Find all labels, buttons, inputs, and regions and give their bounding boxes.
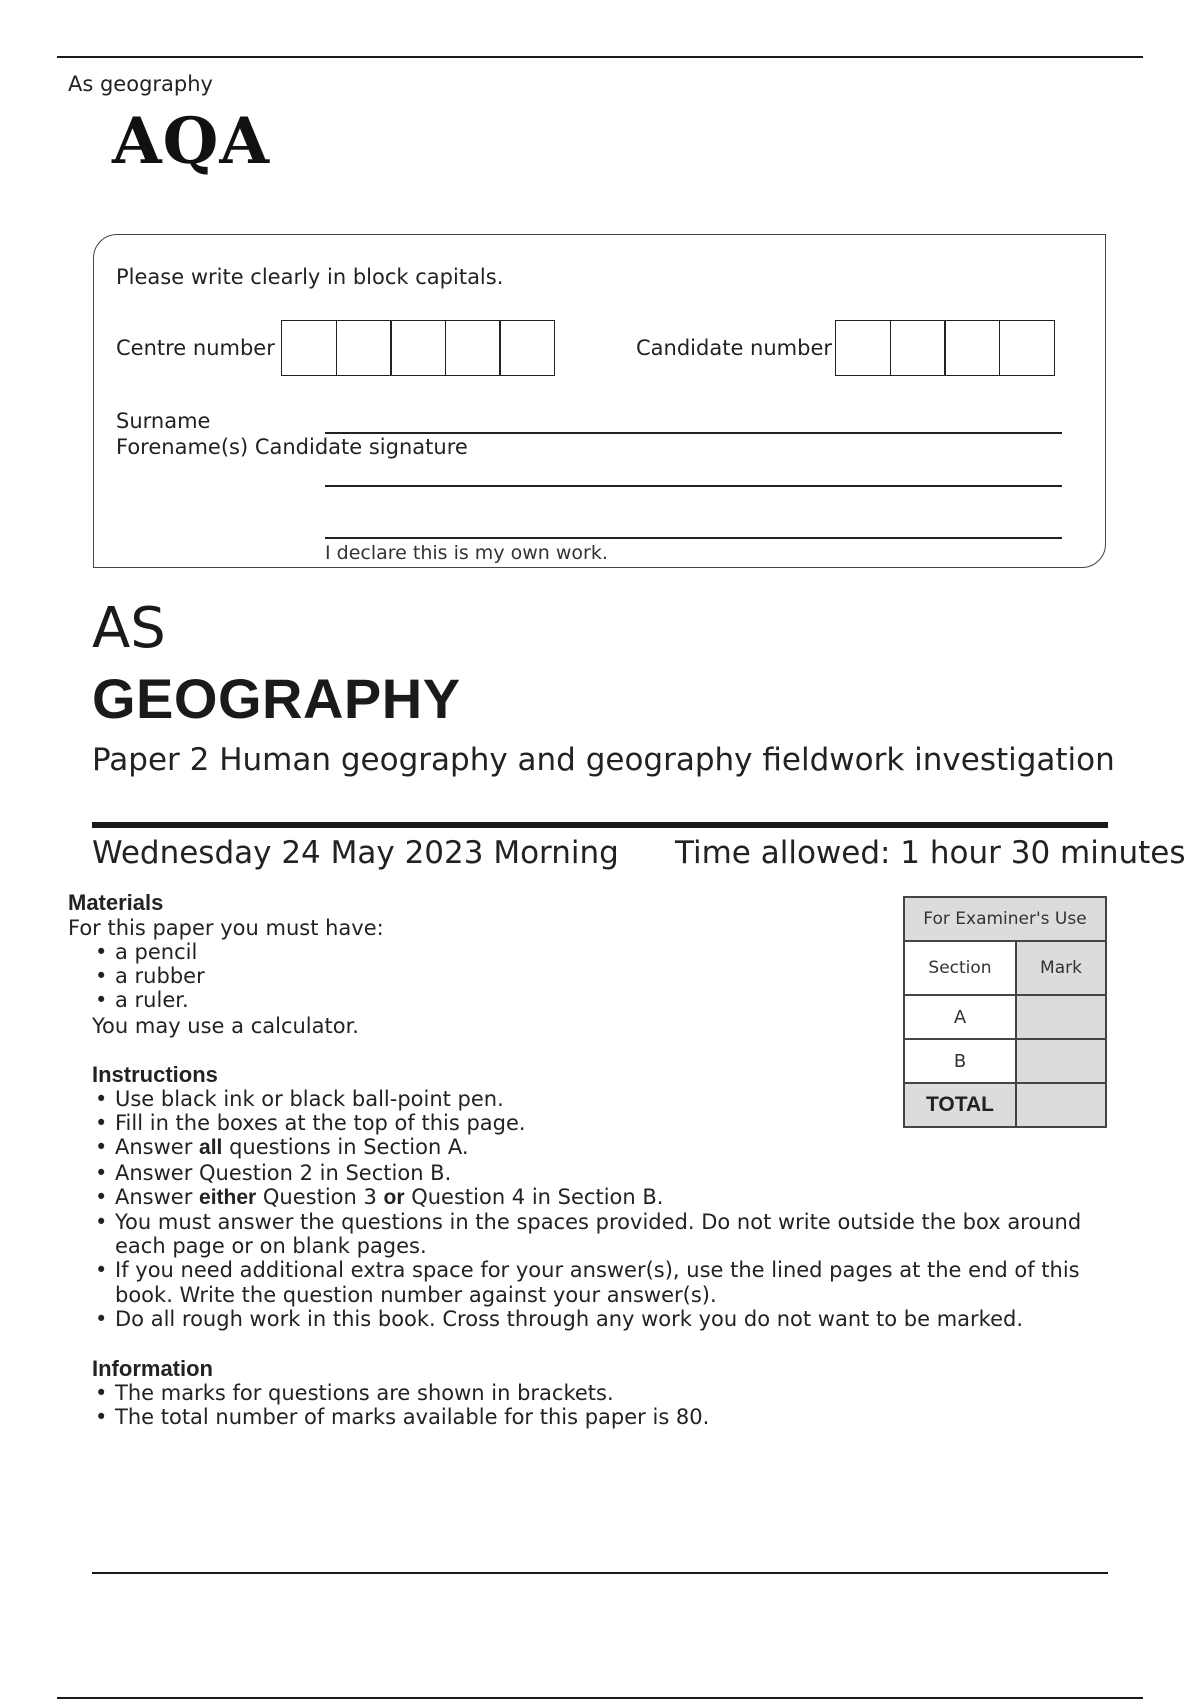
centre-number-digit[interactable] [390,320,446,376]
text-segment: Question 3 [256,1184,384,1209]
list-item: • a pencil [92,940,205,964]
centre-number-boxes [281,320,555,376]
emphasis-all: all [199,1136,223,1160]
section-column-header: Section [904,941,1016,995]
candidate-number-label: Candidate number [636,336,832,360]
text-segment: Answer [115,1135,200,1160]
list-item: • If you need additional extra space for your answer(s), use the lined pages at the end of this book. Write the question number against your answer(s). [92,1258,1102,1306]
information-heading: Information [92,1356,213,1381]
page-end-rule [57,1697,1143,1699]
centre-number-digit[interactable] [445,320,501,376]
text-segment: questions in Section A. [222,1135,469,1160]
paper-title: Paper 2 Human geography and geography fieldwork investigation [92,742,1115,778]
list-item: • a rubber [92,964,205,988]
information-list [92,1381,709,1429]
candidate-number-digit[interactable] [890,320,946,376]
list-item: • The marks for questions are shown in brackets. [92,1381,709,1405]
surname-line[interactable] [325,432,1062,434]
candidate-number-digit[interactable] [999,320,1055,376]
text-segment: Question 4 in Section B. [404,1184,664,1209]
section-a-cell: A [904,995,1016,1039]
section-b-cell: B [904,1039,1016,1083]
emphasis-or: or [383,1185,405,1209]
section-a-mark[interactable] [1016,995,1106,1039]
list-item [92,1185,1102,1210]
qualification-level: AS [92,596,166,661]
materials-heading: Materials [68,890,164,915]
materials-list [92,940,205,1013]
bottom-rule [92,1572,1108,1574]
text-segment: Answer [115,1184,200,1209]
materials-intro: For this paper you must have: [68,916,384,940]
centre-number-digit[interactable] [499,320,555,376]
mark-column-header: Mark [1016,941,1106,995]
forename-label: Forename(s) Candidate signature [116,435,468,459]
forename-line[interactable] [325,485,1062,487]
top-rule [57,56,1143,58]
calculator-note: You may use a calculator. [92,1014,359,1038]
centre-number-digit[interactable] [336,320,392,376]
emphasis-either: either [199,1185,257,1209]
examiner-table-title: For Examiner's Use [904,897,1106,941]
declaration-text: I declare this is my own work. [325,542,608,564]
list-item: • Fill in the boxes at the top of this page. [92,1111,1102,1135]
list-item [92,1135,1102,1160]
centre-number-digit[interactable] [281,320,337,376]
title-rule [92,822,1108,828]
centre-number-label: Centre number [116,336,275,360]
examiner-use-table [903,896,1107,1128]
section-b-mark[interactable] [1016,1039,1106,1083]
list-item: • Answer Question 2 in Section B. [92,1161,1102,1185]
block-capitals-instruction: Please write clearly in block capitals. [116,265,504,289]
candidate-number-boxes [835,320,1055,376]
total-label: TOTAL [904,1083,1016,1127]
candidate-number-digit[interactable] [835,320,891,376]
candidate-number-digit[interactable] [944,320,1000,376]
surname-label: Surname [116,409,211,433]
list-item: • Use black ink or black ball-point pen. [92,1087,1102,1111]
total-mark[interactable] [1016,1083,1106,1127]
header-label: As geography [68,72,213,96]
list-item: • a ruler. [92,988,205,1012]
time-allowed: Time allowed: 1 hour 30 minutes [675,835,1186,871]
list-item: • Do all rough work in this book. Cross through any work you do not want to be marked. [92,1307,1102,1331]
aqa-logo: AQA [112,104,271,179]
subject-title: GEOGRAPHY [92,667,461,730]
instructions-heading: Instructions [92,1062,218,1087]
list-item: • You must answer the questions in the spaces provided. Do not write outside the box around each page or on blank pages. [92,1210,1102,1258]
list-item: • The total number of marks available for this paper is 80. [92,1405,709,1429]
exam-date: Wednesday 24 May 2023 Morning [92,835,619,871]
signature-line[interactable] [325,537,1062,539]
